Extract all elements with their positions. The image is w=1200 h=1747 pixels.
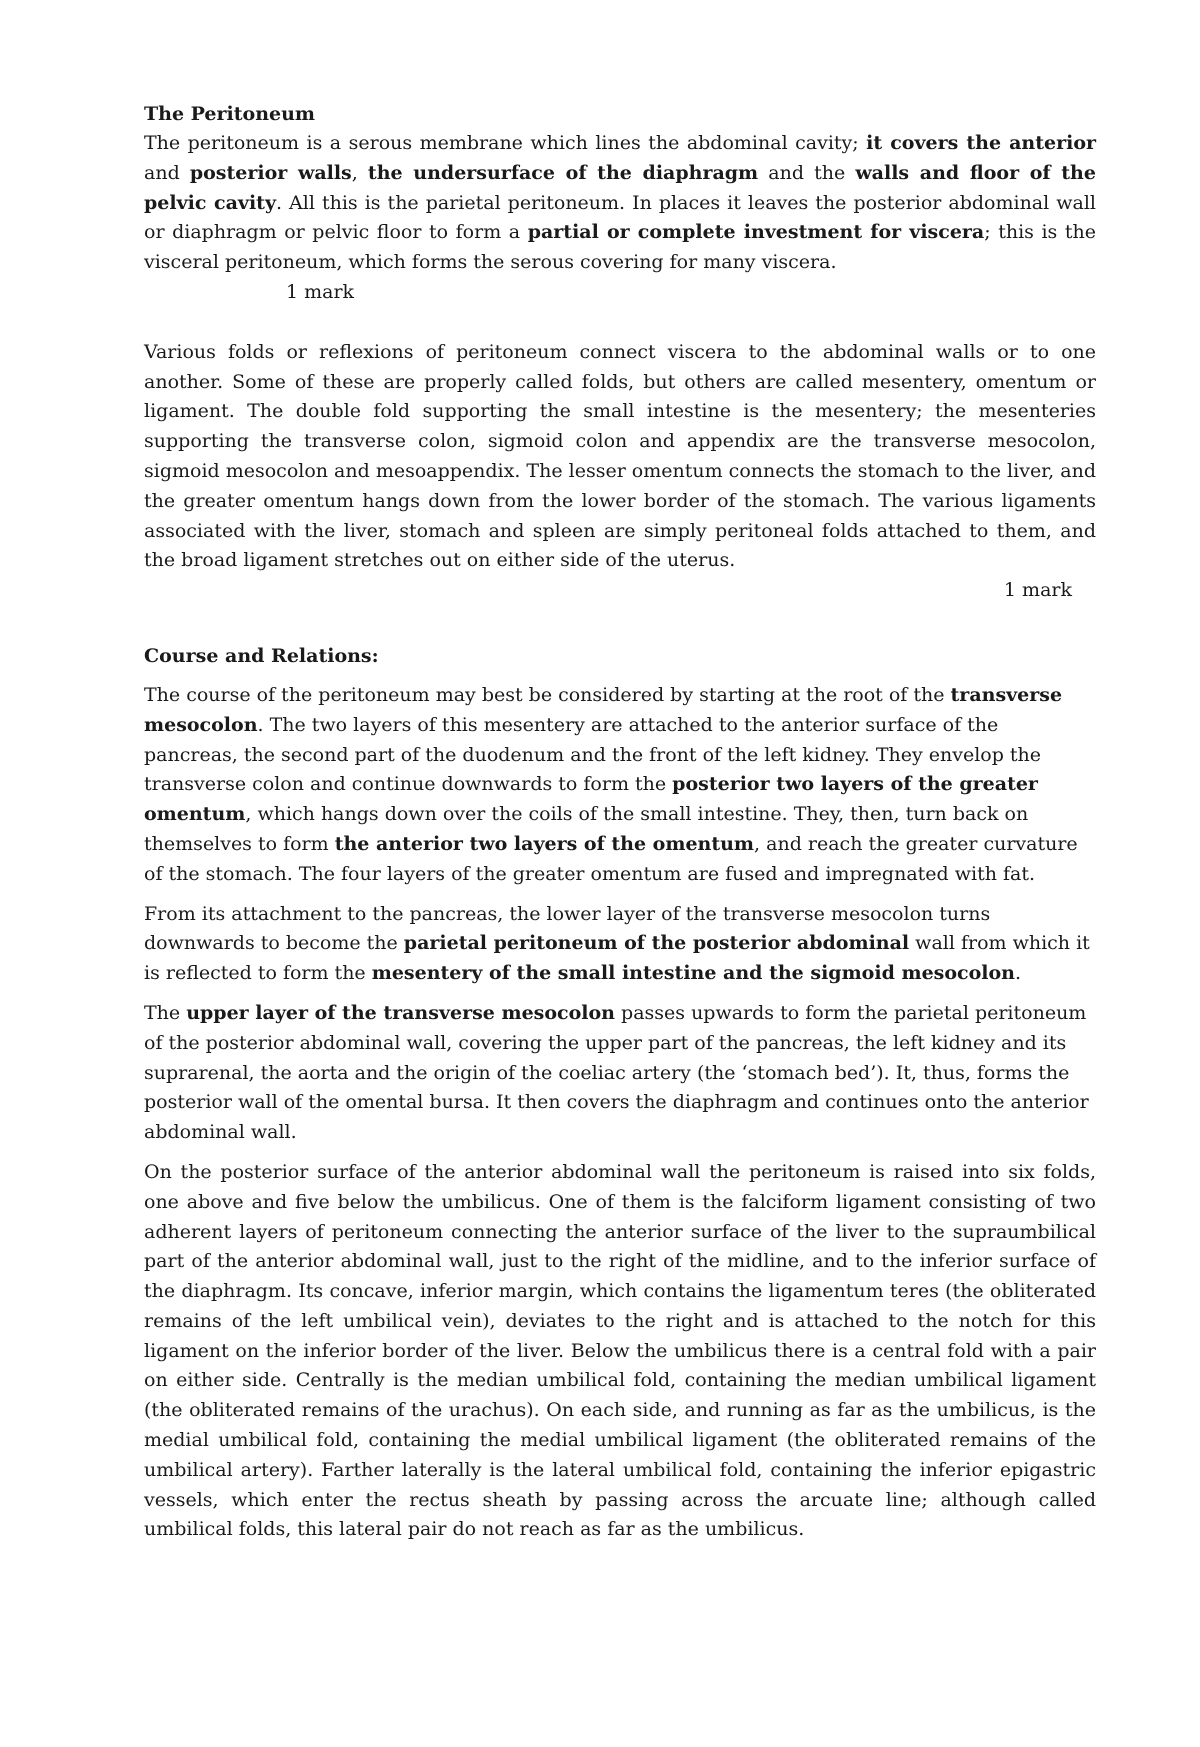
bold-text-run: the anterior two layers of the omentum [334, 832, 755, 855]
paragraph-lower-layer [144, 900, 1096, 989]
text-run: , [351, 161, 368, 184]
text-run: On the posterior surface of the anterior abdominal wall the peritoneum is raised into six folds, one above and five below the umbilicus. One of them is the falciform ligament consisting of two adherent layers of peritoneum connecting the anterior surface of the liver to the supraumbilical part of the anterior abdominal wall, just to the right of the midline, and to the inferior surface of the diaphragm. Its concave, inferior margin, which contains the ligamentum teres (the obliterated remains of the left umbilical vein), deviates to the right and is attached to the notch for this ligament on the inferior border of the liver. Below the umbilicus there is a central fold with a pair on either side. Centrally is the median umbilical fold, containing the median umbilical ligament (the obliterated remains of the urachus). On each side, and running as far as the umbilicus, is the medial umbilical fold, containing the medial umbilical ligament (the obliterated remains of the umbilical artery). Farther laterally is the lateral umbilical fold, containing the inferior epigastric vessels, which enter the rectus sheath by passing across the arcuate line; although called umbilical folds, this lateral pair do not reach as far as the umbilicus. [144, 1160, 1096, 1541]
bold-text-run: posterior walls [189, 161, 352, 184]
text-run: and [144, 161, 190, 184]
text-run: The [144, 1001, 187, 1024]
bold-text-run: it covers the anterior [866, 132, 1096, 154]
text-run: The peritoneum is a serous membrane which lines the abdominal cavity; [144, 132, 867, 154]
text-run: . The two layers of this mesentery are attached to the anterior surface of the pancreas, the second part of the duodenum and the front of the left kidney. They envelop the transverse colon and continue downwards to form the [144, 713, 1042, 796]
text-run: From its attachment to the pancreas, the lower layer of the transverse mesocolon turns downwards to become the [144, 902, 991, 955]
bold-text-run: partial or complete investment for viscera [527, 221, 985, 244]
text-run: passes upwards to form the parietal peritoneum of the posterior abdominal wall, covering the upper part of the pancreas, the left kidney and its suprarenal, the aorta and the origin of the coeliac artery (the ‘stomach bed’). It, thus, forms the posterior wall of the omental bursa. It then covers the diaphragm and continues onto the anterior abdominal wall. [144, 1001, 1089, 1144]
text-run: . All this is the parietal peritoneum. In places it leaves the posterior abdominal wall or diaphragm or pelvic floor to form a [144, 191, 1096, 244]
paragraph-umbilical-folds [144, 1158, 1096, 1545]
mark-label-1: 1 mark [286, 280, 355, 303]
text-run: ; this is the visceral peritoneum, which forms the serous covering for many viscera. [144, 221, 1096, 274]
paragraph-folds-reflexions [144, 338, 1096, 576]
bold-text-run: mesentery of the small intestine and the sigmoid mesocolon [371, 962, 1015, 985]
text-run: , and reach the greater curvature of the stomach. The four layers of the greater omentum are fused and impregnated with fat. [144, 832, 1078, 885]
bold-text-run: transverse mesocolon [144, 683, 1063, 736]
paragraph-peritoneum-definition [144, 129, 1096, 278]
bold-text-run: parietal peritoneum of the posterior abdominal [403, 932, 910, 955]
paragraph-upper-layer [144, 999, 1096, 1148]
text-run: Various folds or reflexions of peritoneum connect viscera to the abdominal walls or to one another. Some of these are properly called folds, but others are called mesentery, omentum or ligament. The double fold supporting the small intestine is the mesentery; the mesenteries supporting the transverse colon, sigmoid colon and appendix are the transverse mesocolon, sigmoid mesocolon and mesoappendix. The lesser omentum connects the stomach to the liver, and the greater omentum hangs down from the lower border of the stomach. The various ligaments associated with the liver, stomach and spleen are simply peritoneal folds attached to them, and the broad ligament stretches out on either side of the uterus. [144, 340, 1096, 572]
section-title-peritoneum: The Peritoneum [144, 103, 316, 125]
text-run: The course of the peritoneum may best be considered by starting at the root of the [144, 683, 951, 706]
text-run: and the [758, 161, 856, 184]
bold-text-run: upper layer of the transverse mesocolon [186, 1001, 615, 1024]
text-run: , which hangs down over the coils of the small intestine. They, then, turn back on themselves to form [144, 803, 1029, 855]
mark-label-2: 1 mark [1003, 579, 1072, 602]
bold-text-run: posterior two layers of the greater omentum [144, 773, 1038, 826]
text-run: wall from which it is reflected to form the [144, 932, 1090, 985]
text-run: . [1014, 962, 1022, 985]
bold-text-run: the undersurface of the diaphragm [367, 161, 759, 184]
section-title-course-relations: Course and Relations: [144, 644, 379, 667]
document-page [144, 100, 1096, 1545]
paragraph-course [144, 681, 1096, 890]
bold-text-run: walls and floor of the pelvic cavity [144, 161, 1096, 214]
